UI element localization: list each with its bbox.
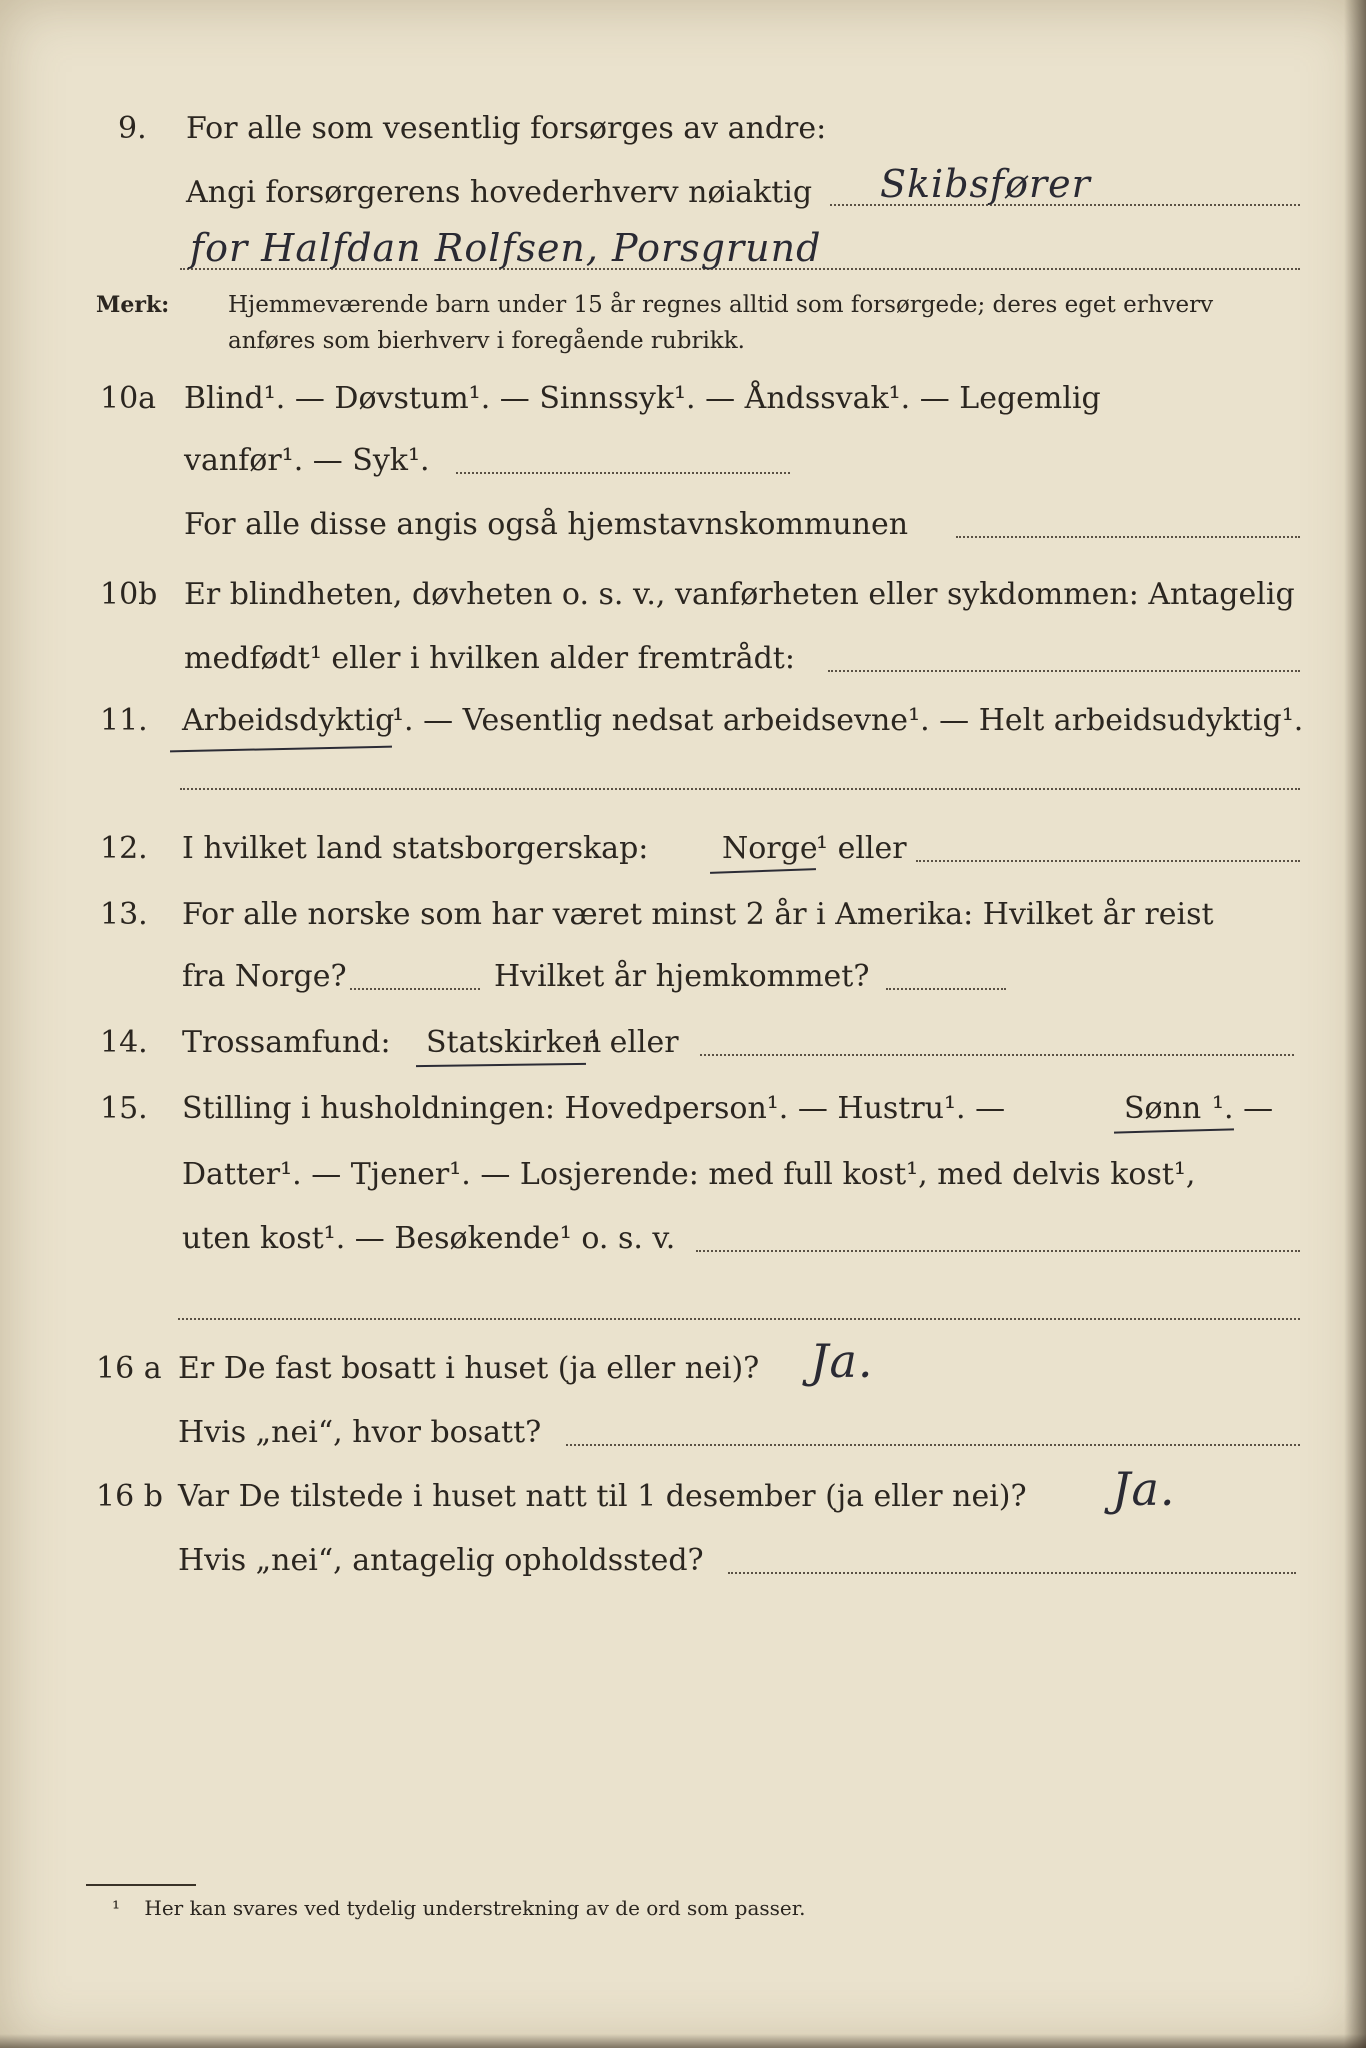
q16b-handwritten-answer: Ja. (1112, 1462, 1176, 1516)
q15-option-sonn[interactable]: Sønn (1124, 1091, 1202, 1126)
footnote-mark: ¹ (112, 1896, 121, 1920)
q10a-answer-line[interactable] (456, 472, 790, 474)
q10b-text-1: Er blindheten, døvheten o. s. v., vanførheten eller sykdommen: Antagelig (184, 577, 1295, 612)
q9-handwritten-answer-1: Skibsfører (880, 162, 1091, 206)
q10a-text-2: vanfør¹. — Syk¹. (184, 443, 430, 478)
q15-text-1b: ¹. — (1212, 1091, 1274, 1126)
q9-row-1 (0, 108, 1366, 152)
merk-text-2: anføres som bierhverv i foregående rubrikk. (228, 328, 745, 354)
footnote-rule (86, 1884, 196, 1886)
q14-answer-line[interactable] (700, 1054, 1294, 1056)
q13-number: 13. (100, 897, 148, 932)
q16a-number: 16 a (96, 1351, 162, 1386)
q15-text-2: Datter¹. — Tjener¹. — Losjerende: med full kost¹, med delvis kost¹, (182, 1157, 1196, 1192)
q10a-row-1 (0, 378, 1366, 422)
q14-option-statskirken[interactable]: Statskirken (426, 1025, 602, 1060)
q9-number: 9. (118, 111, 147, 146)
page-edge-bottom (0, 2034, 1366, 2048)
q11-row (0, 700, 1366, 744)
q10a-hjemstavn-line[interactable] (956, 536, 1300, 538)
q9-text-1: For alle som vesentlig forsørges av andre: (186, 111, 827, 146)
footnote (112, 1896, 805, 1920)
q12-number: 12. (100, 831, 148, 866)
q15-row-4 (0, 1286, 1366, 1330)
q13-row-2 (0, 956, 1366, 1000)
q16a-row-2 (0, 1412, 1366, 1456)
q13-hjemkommet-line[interactable] (886, 988, 1006, 990)
q15-text-1a: Stilling i husholdningen: Hovedperson¹. — Hustru¹. — (182, 1091, 1006, 1126)
q10b-row-2 (0, 638, 1366, 682)
q16b-answer-line[interactable] (728, 1572, 1296, 1574)
q10a-number: 10a (100, 381, 157, 416)
q13-row-1 (0, 894, 1366, 938)
merk-row-2 (0, 316, 1366, 360)
q11-handwritten-underline (170, 746, 392, 753)
q10b-row-1 (0, 574, 1366, 618)
q9-handwritten-answer-2: for Halfdan Rolfsen, Porsgrund (190, 226, 822, 270)
q15-row-1 (0, 1088, 1366, 1132)
q15-row-3 (0, 1218, 1366, 1262)
q16a-row-1 (0, 1334, 1366, 1392)
q16a-handwritten-answer: Ja. (810, 1334, 874, 1388)
merk-label: Merk: (96, 292, 170, 318)
q16b-text-2: Hvis „nei“, antagelig opholdssted? (178, 1543, 704, 1578)
q13-text-1: For alle norske som har været minst 2 år i Amerika: Hvilket år reist (182, 897, 1214, 932)
q14-text-rest: ¹ eller (588, 1025, 679, 1060)
q16a-text-2: Hvis „nei“, hvor bosatt? (178, 1415, 542, 1450)
q16b-row-2 (0, 1540, 1366, 1584)
q13-reist-line[interactable] (350, 988, 480, 990)
q16b-text-1: Var De tilstede i huset natt til 1 desember (ja eller nei)? (178, 1479, 1027, 1514)
q11-answer-row (0, 756, 1366, 800)
q15-answer-line-1[interactable] (696, 1250, 1300, 1252)
q12-text-rest: ¹ eller (816, 831, 907, 866)
q15-answer-line-2[interactable] (178, 1318, 1300, 1320)
q15-number: 15. (100, 1091, 148, 1126)
q10b-text-2: medfødt¹ eller i hvilken alder fremtrådt: (184, 641, 795, 676)
q14-number: 14. (100, 1025, 148, 1060)
q16b-row-1 (0, 1462, 1366, 1520)
q15-text-3: uten kost¹. — Besøkende¹ o. s. v. (182, 1221, 676, 1256)
merk-text-1: Hjemmeværende barn under 15 år regnes alltid som forsørgede; deres eget erhverv (228, 292, 1214, 318)
q11-answer-line[interactable] (180, 788, 1300, 790)
q12-option-norge[interactable]: Norge (722, 831, 818, 866)
q16a-answer-line[interactable] (566, 1444, 1300, 1446)
q10a-text-1: Blind¹. — Døvstum¹. — Sinnssyk¹. — Åndssvak¹. — Legemlig (184, 381, 1101, 416)
q15-row-2 (0, 1154, 1366, 1198)
q12-answer-line[interactable] (916, 860, 1300, 862)
q10a-text-3: For alle disse angis også hjemstavnskommunen (184, 507, 909, 542)
q11-text-rest: ¹. — Vesentlig nedsat arbeidsevne¹. — Helt arbeidsudyktig¹. (392, 703, 1304, 738)
q9-text-2: Angi forsørgerens hovederhverv nøiaktig (186, 175, 813, 210)
q10a-row-2 (0, 440, 1366, 484)
q13-text-2a: fra Norge? (182, 959, 347, 994)
q9-row-3 (0, 226, 1366, 280)
page-edge-right (1344, 0, 1366, 2048)
q11-option-arbeidsdyktig[interactable]: Arbeidsdyktig (182, 703, 395, 738)
q10b-number: 10b (100, 577, 158, 612)
q16a-text-1: Er De fast bosatt i huset (ja eller nei)? (178, 1351, 760, 1386)
q14-row (0, 1022, 1366, 1066)
q11-number: 11. (100, 703, 148, 738)
q10a-row-3 (0, 504, 1366, 548)
q12-row (0, 828, 1366, 872)
q13-text-2b: Hvilket år hjemkommet? (494, 959, 870, 994)
footnote-text: Her kan svares ved tydelig understrekning av de ord som passer. (144, 1896, 806, 1920)
q16b-number: 16 b (96, 1479, 163, 1514)
q10b-answer-line[interactable] (828, 670, 1300, 672)
q9-row-2 (0, 162, 1366, 216)
q12-text: I hvilket land statsborgerskap: (182, 831, 649, 866)
q14-text: Trossamfund: (182, 1025, 391, 1060)
